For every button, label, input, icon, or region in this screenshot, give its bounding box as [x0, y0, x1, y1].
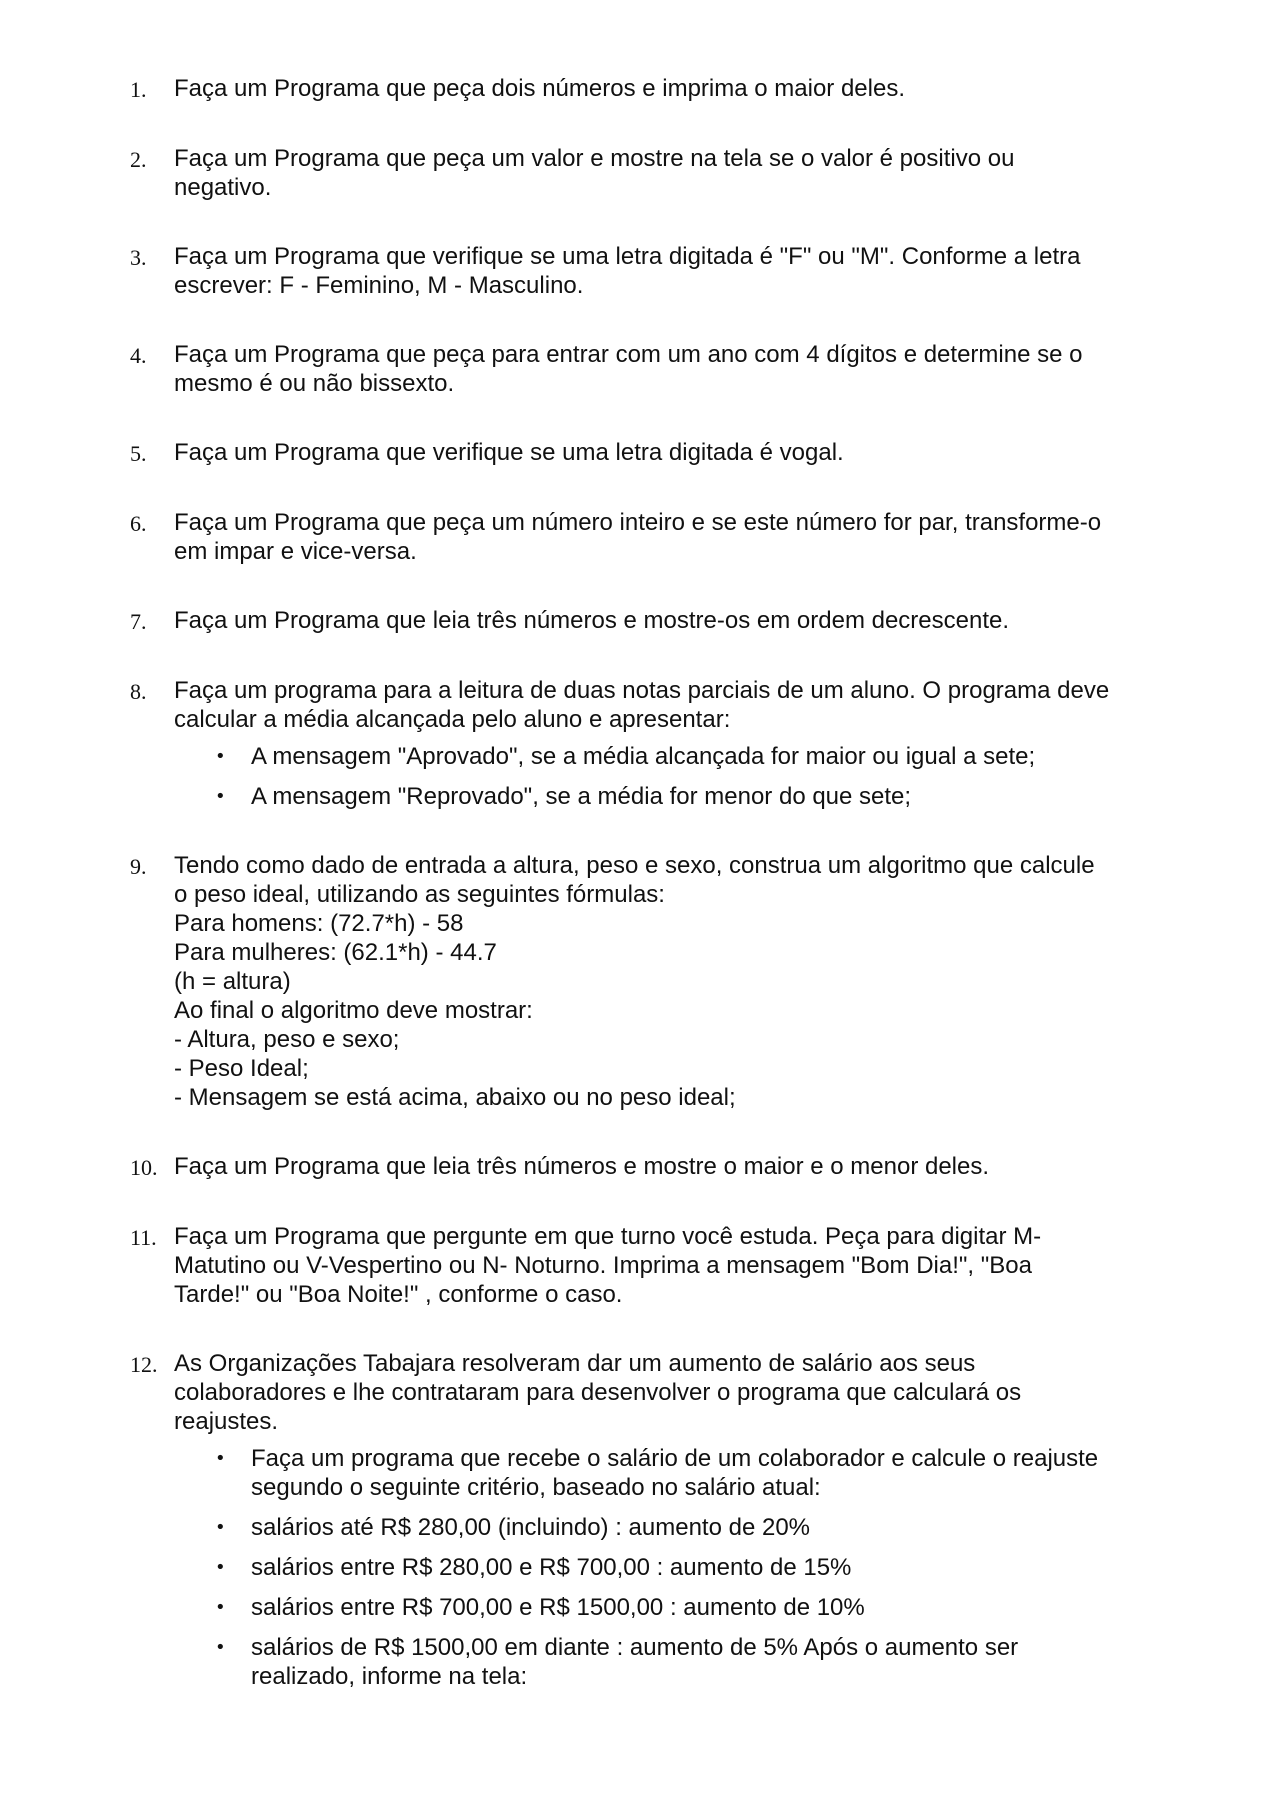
exercise-text — [174, 1349, 1190, 1691]
exercise-text — [174, 340, 1190, 398]
exercise-text-line: Faça um Programa que peça um número inteiro e se este número for par, transforme-o — [174, 509, 1102, 536]
bullet-text — [251, 1553, 1190, 1582]
exercise-number: 12. — [130, 1352, 158, 1377]
bullet-text-line: A mensagem "Reprovado", se a média for menor do que sete; — [251, 783, 912, 810]
bullet-icon: • — [215, 1637, 226, 1658]
bullet-text — [251, 782, 1190, 811]
exercise-item — [130, 676, 1190, 811]
bullet-text-line: A mensagem "Aprovado", se a média alcançada for maior ou igual a sete; — [251, 743, 1036, 770]
bullet-item — [174, 782, 1190, 811]
exercise-text — [174, 438, 1190, 467]
exercise-item — [130, 508, 1190, 566]
exercise-text-line: Faça um Programa que pergunte em que turno você estuda. Peça para digitar M- — [174, 1223, 1042, 1250]
bullet-icon: • — [215, 786, 226, 807]
exercise-text-line: negativo. — [174, 174, 272, 201]
exercise-number: 3. — [130, 245, 147, 270]
exercise-text-line: colaboradores e lhe contrataram para desenvolver o programa que calculará os — [174, 1379, 1022, 1406]
bullet-icon: • — [215, 746, 226, 767]
exercise-number: 4. — [130, 343, 147, 368]
exercise-number: 9. — [130, 854, 147, 879]
exercise-text-line: Faça um Programa que leia três números e mostre o maior e o menor deles. — [174, 1153, 990, 1180]
bullet-icon: • — [215, 1448, 226, 1469]
exercise-text — [174, 1152, 1190, 1181]
bullet-icon: • — [215, 1557, 226, 1578]
exercise-text-line: Faça um Programa que verifique se uma letra digitada é "F" ou "M". Conforme a letra — [174, 243, 1081, 270]
exercise-text-line: - Mensagem se está acima, abaixo ou no peso ideal; — [174, 1084, 736, 1111]
exercise-text-line: Faça um Programa que peça um valor e mostre na tela se o valor é positivo ou — [174, 145, 1015, 172]
exercise-item — [130, 1152, 1190, 1182]
exercise-text-line: Faça um Programa que verifique se uma letra digitada é vogal. — [174, 439, 844, 466]
bullet-text — [251, 1444, 1190, 1502]
exercise-number: 6. — [130, 511, 147, 536]
exercise-item — [130, 74, 1190, 104]
bullet-item — [174, 1444, 1190, 1502]
exercise-text — [174, 851, 1190, 1112]
exercise-text-line: calcular a média alcançada pelo aluno e apresentar: — [174, 706, 731, 733]
bullet-text — [251, 1633, 1190, 1691]
bullet-text-line: salários entre R$ 700,00 e R$ 1500,00 : aumento de 10% — [251, 1594, 865, 1621]
exercise-item — [130, 340, 1190, 398]
exercise-text — [174, 1222, 1190, 1309]
exercise-text-line: o peso ideal, utilizando as seguintes fórmulas: — [174, 881, 665, 908]
exercise-number: 2. — [130, 147, 147, 172]
exercise-text-line: Faça um Programa que leia três números e mostre-os em ordem decrescente. — [174, 607, 1010, 634]
exercise-text-line: - Altura, peso e sexo; — [174, 1026, 400, 1053]
bullet-text-line: segundo o seguinte critério, baseado no salário atual: — [251, 1474, 821, 1501]
exercise-item — [130, 144, 1190, 202]
bullet-item — [174, 1633, 1190, 1691]
bullet-item — [174, 1593, 1190, 1622]
exercise-number: 1. — [130, 77, 147, 102]
exercise-number: 7. — [130, 609, 147, 634]
exercise-item — [130, 438, 1190, 468]
exercise-number: 11. — [130, 1225, 157, 1250]
bullet-item — [174, 742, 1190, 771]
exercise-text — [174, 606, 1190, 635]
bullet-item — [174, 1553, 1190, 1582]
exercise-number: 5. — [130, 441, 147, 466]
bullet-text — [251, 1593, 1190, 1622]
exercise-text-line: Para homens: (72.7*h) - 58 — [174, 910, 464, 937]
bullet-icon: • — [215, 1517, 226, 1538]
bullet-text-line: realizado, informe na tela: — [251, 1663, 528, 1690]
exercise-text — [174, 144, 1190, 202]
exercise-number: 10. — [130, 1155, 158, 1180]
exercise-list — [130, 74, 1190, 1731]
bullet-list — [174, 1444, 1190, 1691]
exercise-text-line: em impar e vice-versa. — [174, 538, 417, 565]
bullet-text-line: salários entre R$ 280,00 e R$ 700,00 : aumento de 15% — [251, 1554, 852, 1581]
exercise-text-line: mesmo é ou não bissexto. — [174, 370, 455, 397]
exercise-text-line: Para mulheres: (62.1*h) - 44.7 — [174, 939, 497, 966]
exercise-text-line: Faça um Programa que peça dois números e imprima o maior deles. — [174, 75, 905, 102]
exercise-text-line: Tendo como dado de entrada a altura, peso e sexo, construa um algoritmo que calcule — [174, 852, 1095, 879]
exercise-text — [174, 242, 1190, 300]
exercise-text-line: As Organizações Tabajara resolveram dar um aumento de salário aos seus — [174, 1350, 976, 1377]
exercise-text-line: reajustes. — [174, 1408, 279, 1435]
exercise-text-line: Faça um Programa que peça para entrar com um ano com 4 dígitos e determine se o — [174, 341, 1083, 368]
exercise-item — [130, 851, 1190, 1112]
exercise-text — [174, 676, 1190, 811]
exercise-text-line: Tarde!" ou "Boa Noite!" , conforme o caso. — [174, 1281, 623, 1308]
exercise-text-line: - Peso Ideal; — [174, 1055, 309, 1082]
exercise-text — [174, 508, 1190, 566]
exercise-text — [174, 74, 1190, 103]
exercise-item — [130, 606, 1190, 636]
exercise-text-line: Ao final o algoritmo deve mostrar: — [174, 997, 533, 1024]
exercise-item — [130, 242, 1190, 300]
exercise-number: 8. — [130, 679, 147, 704]
exercise-text-line: Matutino ou V-Vespertino ou N- Noturno. Imprima a mensagem "Bom Dia!", "Boa — [174, 1252, 1032, 1279]
exercise-text-line: (h = altura) — [174, 968, 291, 995]
exercise-item — [130, 1349, 1190, 1691]
exercise-item — [130, 1222, 1190, 1309]
bullet-text — [251, 742, 1190, 771]
bullet-text-line: Faça um programa que recebe o salário de um colaborador e calcule o reajuste — [251, 1445, 1099, 1472]
exercise-text-line: Faça um programa para a leitura de duas notas parciais de um aluno. O programa deve — [174, 677, 1110, 704]
bullet-list — [174, 742, 1190, 811]
bullet-text-line: salários até R$ 280,00 (incluindo) : aumento de 20% — [251, 1514, 811, 1541]
bullet-icon: • — [215, 1597, 226, 1618]
bullet-text — [251, 1513, 1190, 1542]
exercise-text-line: escrever: F - Feminino, M - Masculino. — [174, 272, 584, 299]
bullet-item — [174, 1513, 1190, 1542]
bullet-text-line: salários de R$ 1500,00 em diante : aumento de 5% Após o aumento ser — [251, 1634, 1019, 1661]
